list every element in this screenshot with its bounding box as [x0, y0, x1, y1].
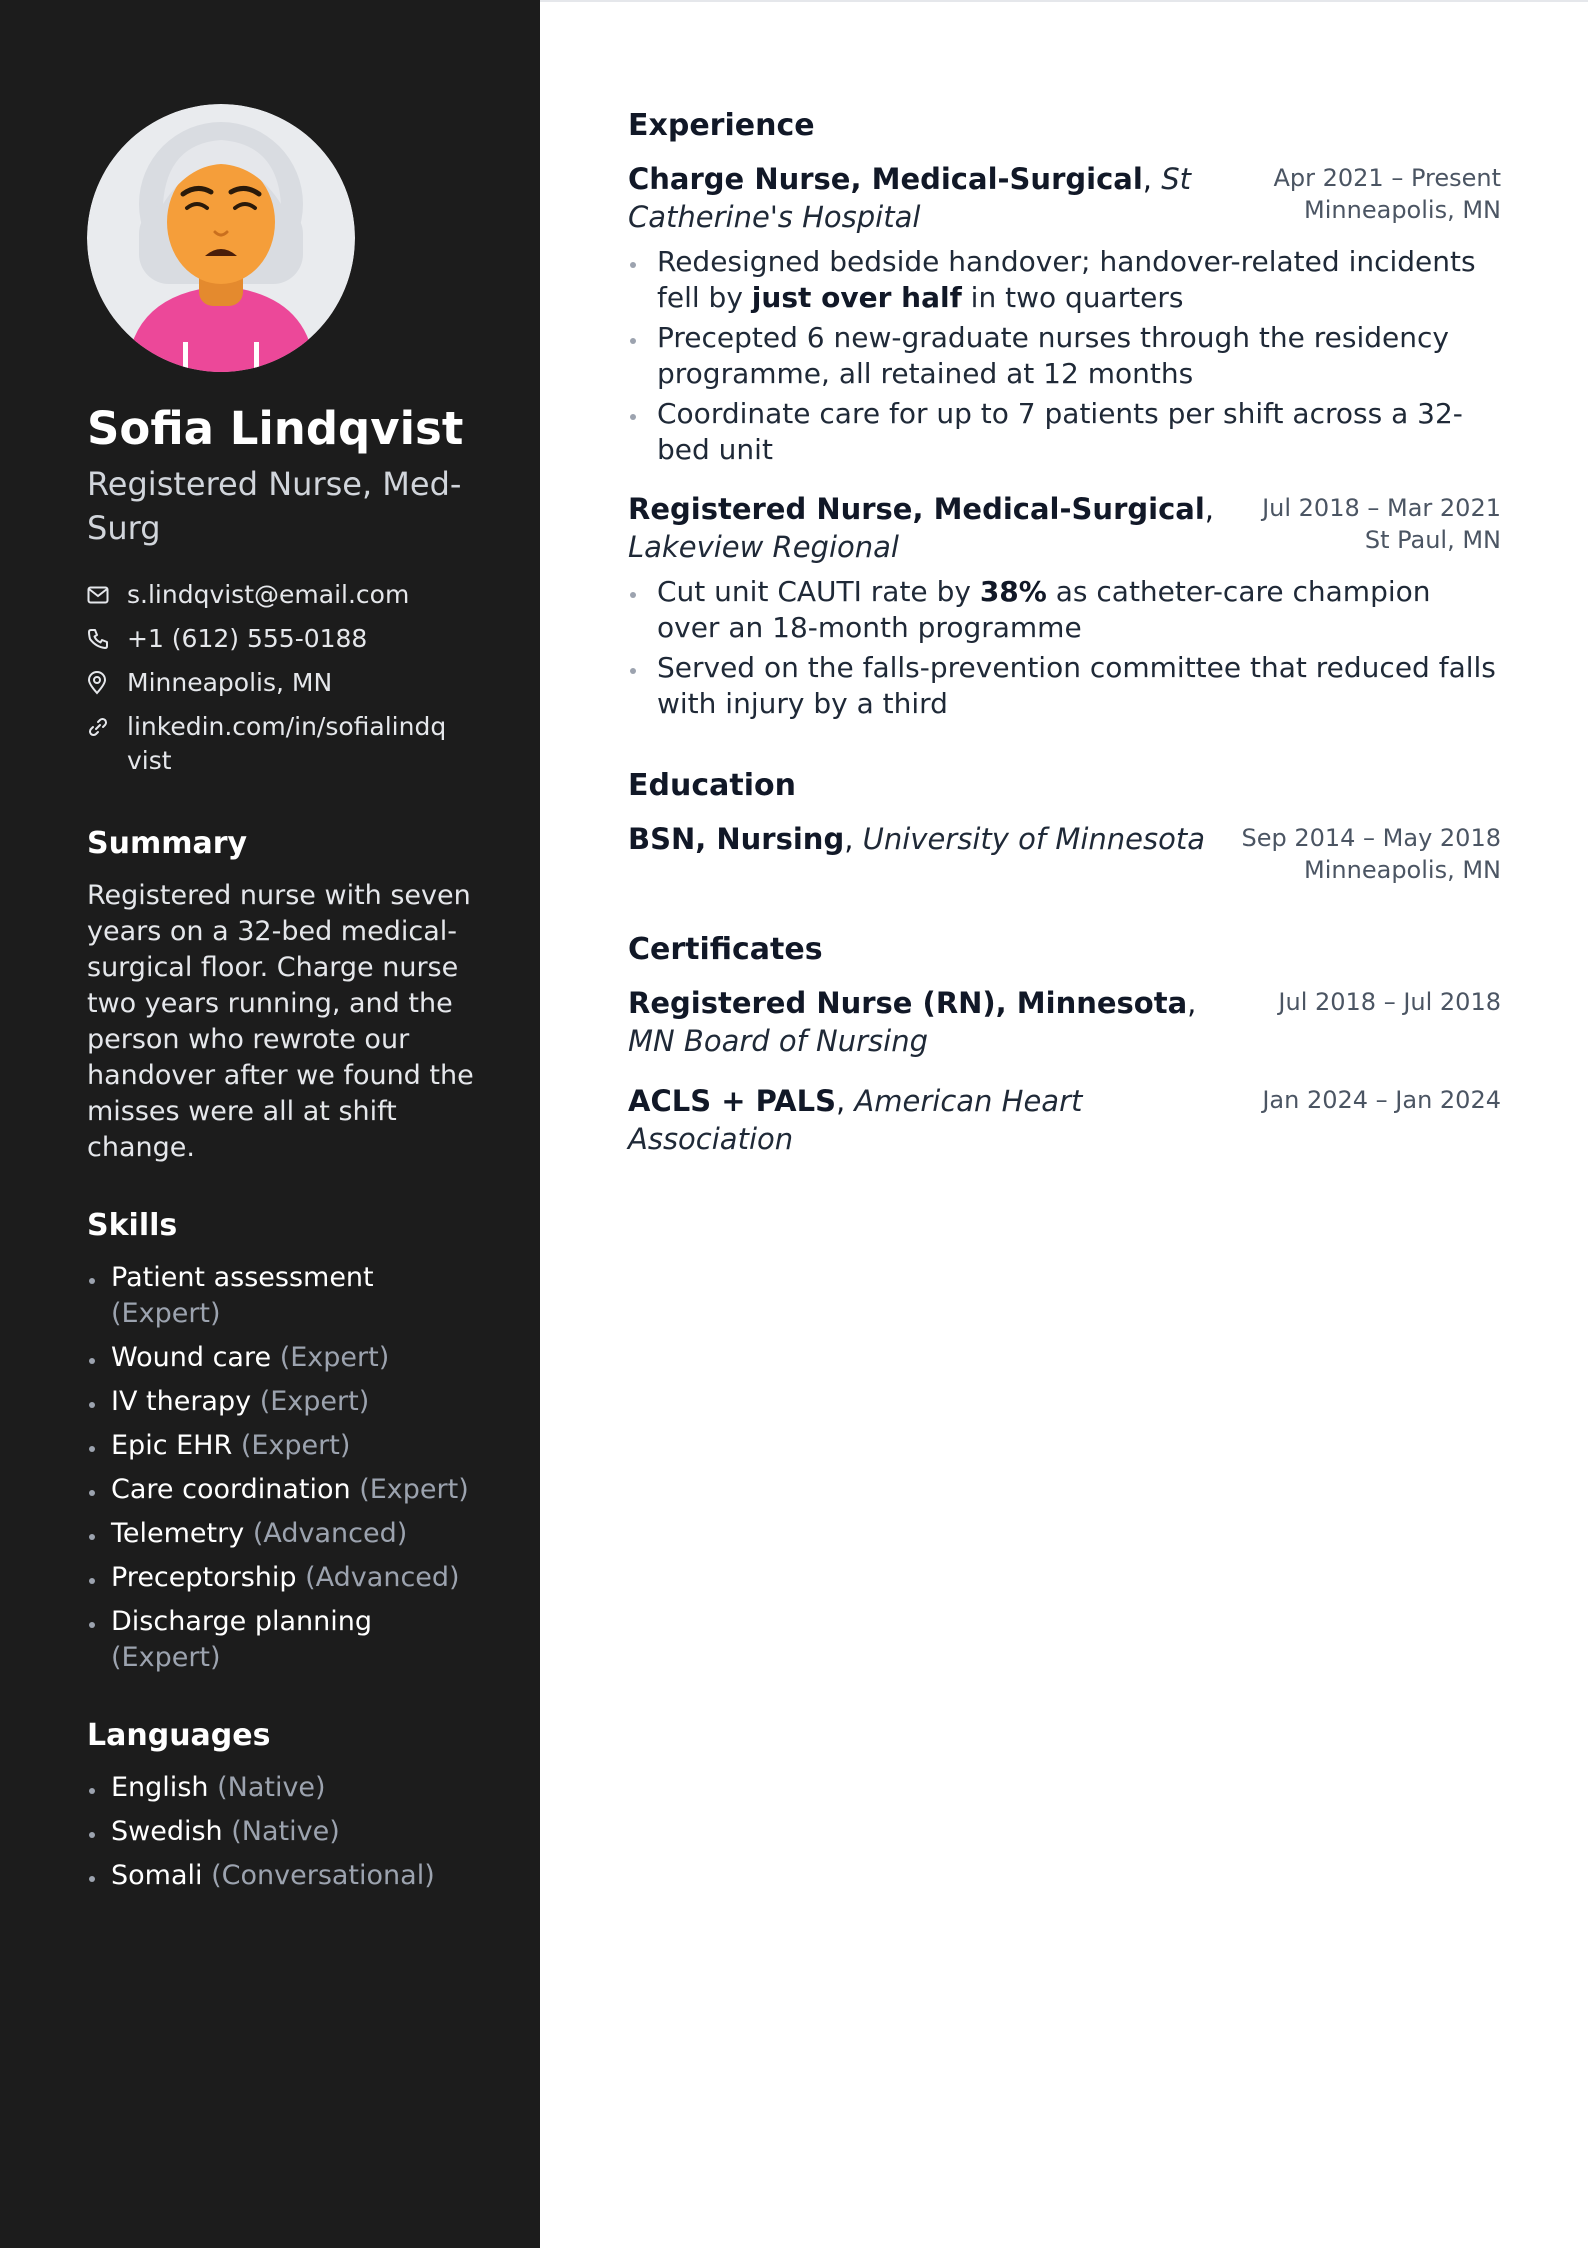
skill-level: (Expert): [111, 1298, 221, 1329]
skill-name: Discharge planning: [111, 1606, 372, 1637]
certificate-entry: [628, 1082, 1501, 1158]
skills-heading: Skills: [87, 1208, 178, 1243]
certificates-section: [628, 930, 1501, 1158]
languages-heading: Languages: [87, 1718, 271, 1753]
certificate-title-line: [628, 1082, 1238, 1158]
list-item: [87, 1814, 480, 1850]
job-title-line: [628, 160, 1238, 236]
skill-name: Care coordination: [111, 1474, 351, 1505]
certificate-dates: Jul 2018 – Jul 2018: [1278, 988, 1501, 1016]
languages-list: [87, 1770, 480, 1894]
envelope-icon: [87, 578, 127, 612]
job-location: St Paul, MN: [1364, 526, 1501, 554]
list-item: [87, 1516, 480, 1552]
certificate-title-line: [628, 984, 1238, 1060]
certificate-entry: [628, 984, 1501, 1060]
job-bullets: [628, 574, 1501, 722]
skills-list: [87, 1260, 480, 1676]
skill-level: (Expert): [111, 1642, 221, 1673]
education-section: [628, 766, 1501, 886]
bullet-text: as catheter-care champion over an 18-month programme: [657, 575, 1431, 644]
certificate-issuer: American Heart Association: [628, 1084, 1083, 1156]
list-item: [628, 396, 1501, 468]
list-item: [628, 650, 1501, 722]
skill-name: Telemetry: [111, 1518, 245, 1549]
contact-linkedin-text: linkedin.com/in/sofialindqvist: [127, 712, 447, 775]
contact-location: [87, 666, 480, 700]
certificate-name: Registered Nurse (RN), Minnesota: [628, 986, 1188, 1020]
language-name: Somali: [111, 1860, 203, 1891]
skill-level: (Expert): [240, 1430, 351, 1461]
language-level: (Native): [217, 1772, 326, 1803]
list-item: [628, 574, 1501, 646]
list-item: [87, 1428, 480, 1464]
skill-level: (Expert): [359, 1474, 469, 1505]
skill-name: Wound care: [111, 1342, 272, 1373]
profile-name: Sofia Lindqvist: [87, 402, 464, 455]
skill-name: Patient assessment: [111, 1262, 374, 1293]
job-separator: ,: [1142, 162, 1162, 196]
certificate-name: ACLS + PALS: [628, 1084, 836, 1118]
job-location: Minneapolis, MN: [1304, 196, 1501, 224]
list-item: [87, 1770, 480, 1806]
list-item: [87, 1384, 480, 1420]
education-header: [628, 820, 1501, 886]
bullet-text: in two quarters: [961, 281, 1184, 314]
education-meta: [1241, 820, 1501, 886]
language-level: (Conversational): [211, 1860, 435, 1891]
bullet-highlight: just over half: [751, 281, 962, 314]
bullet-text: Precepted 6 new-graduate nurses through the residency programme, all retained at 12 months: [657, 321, 1449, 390]
skill-level: (Advanced): [305, 1562, 460, 1593]
certificate-meta: [1278, 984, 1501, 1018]
job-title-line: [628, 490, 1238, 566]
education-degree: BSN, Nursing: [628, 822, 845, 856]
job-dates: Apr 2021 – Present: [1273, 164, 1501, 192]
main-content: [540, 0, 1588, 2248]
list-item: [87, 1604, 480, 1676]
job-org: St Catherine's Hospital: [628, 162, 1191, 234]
certificate-header: [628, 984, 1501, 1060]
bullet-text: Coordinate care for up to 7 patients per shift across a 32-bed unit: [657, 397, 1463, 466]
list-item: [87, 1472, 480, 1508]
map-pin-icon: [87, 666, 127, 700]
job-separator: ,: [1204, 492, 1214, 526]
certificate-issuer: MN Board of Nursing: [628, 1024, 929, 1058]
phone-icon: [87, 622, 127, 656]
language-name: English: [111, 1772, 209, 1803]
education-heading: Education: [628, 768, 796, 803]
list-item: [87, 1560, 480, 1596]
contact-email[interactable]: [87, 578, 480, 612]
job-meta: [1262, 490, 1501, 556]
job-org: Lakeview Regional: [628, 530, 899, 564]
education-dates: Sep 2014 – May 2018: [1241, 824, 1501, 852]
avatar-illustration: [87, 104, 355, 372]
bullet-text: Redesigned bedside handover; handover-related incidents fell by: [657, 245, 1476, 314]
certificate-separator: ,: [835, 1084, 855, 1118]
list-item: [628, 320, 1501, 392]
job-meta: [1273, 160, 1501, 226]
bullet-text: Cut unit CAUTI rate by: [657, 575, 980, 608]
job-header: [628, 490, 1501, 566]
job-header: [628, 160, 1501, 236]
bullet-text: Served on the falls-prevention committee that reduced falls with injury by a third: [657, 651, 1496, 720]
link-icon: [87, 710, 127, 744]
contact-email-text: s.lindqvist@email.com: [127, 580, 410, 609]
skill-level: (Expert): [279, 1342, 390, 1373]
job-bullets: [628, 244, 1501, 468]
list-item: [87, 1340, 480, 1376]
avatar: [87, 104, 355, 372]
certificate-dates: Jan 2024 – Jan 2024: [1262, 1086, 1501, 1114]
contact-phone-text: +1 (612) 555-0188: [127, 624, 368, 653]
skill-level: (Advanced): [252, 1518, 408, 1549]
language-name: Swedish: [111, 1816, 223, 1847]
language-level: (Native): [231, 1816, 340, 1847]
job-entry: [628, 490, 1501, 722]
list-item: [628, 244, 1501, 316]
list-item: [87, 1260, 480, 1332]
job-entry: [628, 160, 1501, 468]
certificate-header: [628, 1082, 1501, 1158]
certificate-separator: ,: [1187, 986, 1197, 1020]
contact-location-text: Minneapolis, MN: [127, 668, 333, 697]
summary-heading: Summary: [87, 826, 248, 861]
education-title-line: [628, 820, 1205, 858]
skill-name: Epic EHR: [111, 1430, 233, 1461]
skill-name: IV therapy: [111, 1386, 252, 1417]
education-separator: ,: [844, 822, 863, 856]
experience-heading: Experience: [628, 108, 815, 143]
experience-section: [628, 106, 1501, 722]
job-title: Charge Nurse, Medical-Surgical: [628, 162, 1143, 196]
certificates-heading: Certificates: [628, 932, 823, 967]
job-title: Registered Nurse, Medical-Surgical: [628, 492, 1205, 526]
summary-text: Registered nurse with seven years on a 32-bed medical-surgical floor. Charge nurse two years running, and the person who rewrote our handover after we found the misses were all at shift change.: [87, 880, 474, 1163]
skill-level: (Expert): [259, 1386, 370, 1417]
education-location: Minneapolis, MN: [1304, 856, 1501, 884]
skill-name: Preceptorship: [111, 1562, 297, 1593]
contact-linkedin[interactable]: [87, 710, 480, 778]
job-dates: Jul 2018 – Mar 2021: [1262, 494, 1501, 522]
education-school: University of Minnesota: [862, 822, 1205, 856]
profile-role: Registered Nurse, Med-Surg: [87, 465, 462, 547]
bullet-highlight: 38%: [979, 575, 1047, 608]
contact-list: [87, 578, 480, 778]
certificate-meta: [1262, 1082, 1501, 1116]
sidebar: [0, 0, 540, 2248]
contact-phone[interactable]: [87, 622, 480, 656]
list-item: [87, 1858, 480, 1894]
education-entry: [628, 820, 1501, 886]
